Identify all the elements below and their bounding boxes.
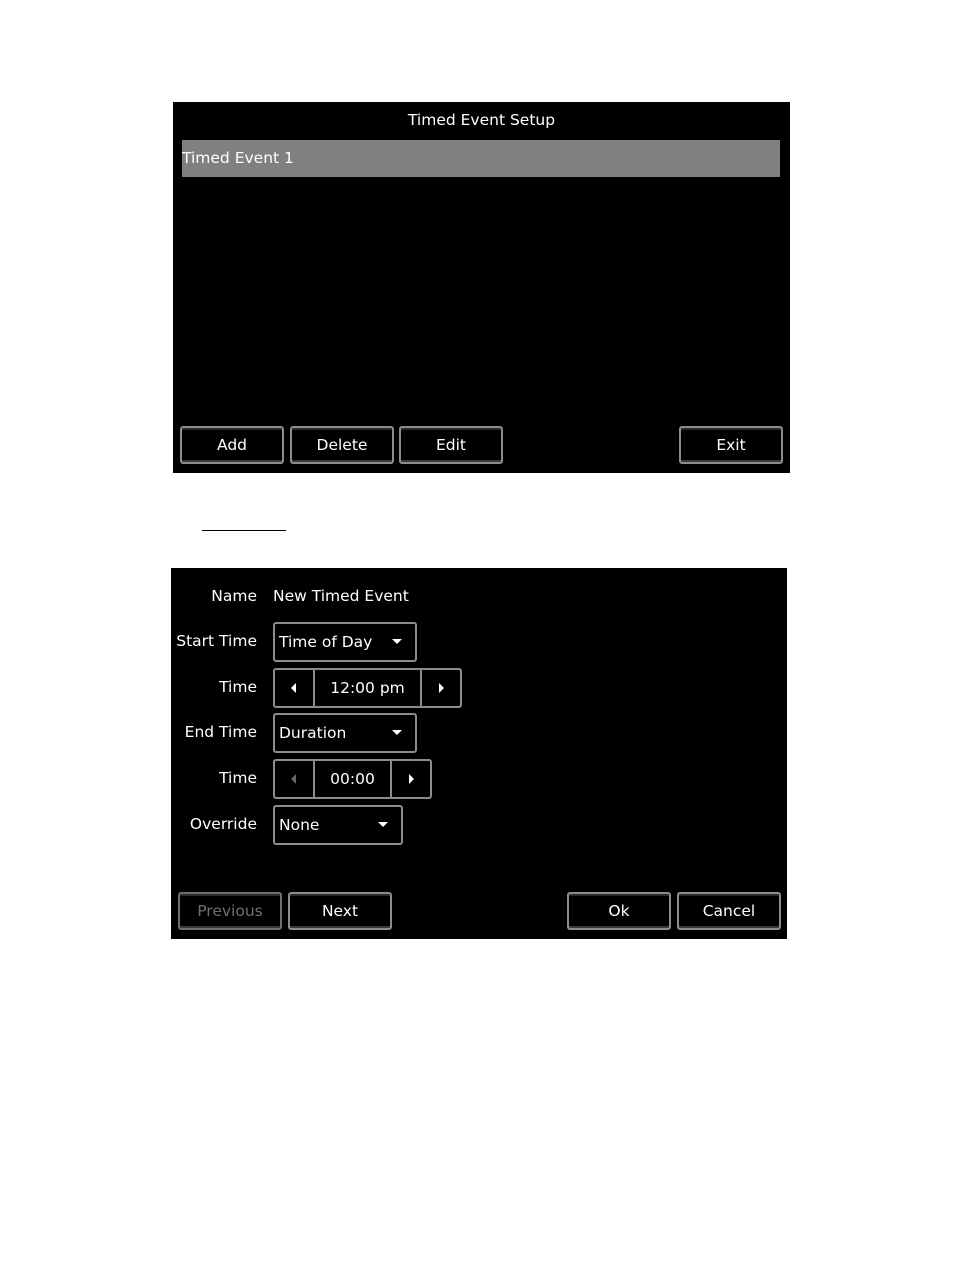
- delete-button[interactable]: Delete: [290, 426, 394, 464]
- add-button[interactable]: Add: [180, 426, 284, 464]
- edit-button[interactable]: Edit: [399, 426, 503, 464]
- ok-button[interactable]: Ok: [567, 892, 671, 930]
- timed-event-edit-screen: [171, 568, 787, 939]
- start-time-spinner: [273, 668, 462, 708]
- name-label: Name: [211, 587, 257, 605]
- arrow-right-icon: [409, 774, 414, 784]
- screen-title: Timed Event Setup: [407, 111, 556, 129]
- start-time-increment-button[interactable]: [420, 670, 460, 706]
- chevron-down-icon: [392, 639, 402, 644]
- override-dropdown[interactable]: [273, 805, 403, 845]
- chevron-down-icon: [392, 730, 402, 735]
- start-time-time-label: Time: [219, 678, 257, 696]
- start-time-spinner-value: 12:00 pm: [330, 679, 405, 697]
- end-time-label: End Time: [184, 723, 257, 741]
- previous-button[interactable]: Previous: [178, 892, 282, 930]
- start-time-label: Start Time: [176, 632, 257, 650]
- duration-increment-button[interactable]: [390, 761, 430, 797]
- override-dropdown-value: None: [279, 816, 320, 834]
- duration-spinner-value: 00:00: [330, 770, 375, 788]
- start-time-dropdown[interactable]: [273, 622, 417, 662]
- duration-spinner: [273, 759, 432, 799]
- duration-time-label: Time: [219, 769, 257, 787]
- arrow-right-icon: [439, 683, 444, 693]
- timed-event-setup-screen: [173, 102, 790, 473]
- name-value[interactable]: New Timed Event: [273, 587, 409, 605]
- end-time-dropdown-value: Duration: [279, 724, 347, 742]
- start-time-dropdown-value: Time of Day: [279, 633, 373, 651]
- chevron-down-icon: [378, 822, 388, 827]
- end-time-dropdown[interactable]: [273, 713, 417, 753]
- arrow-left-icon: [291, 774, 296, 784]
- exit-button[interactable]: Exit: [679, 426, 783, 464]
- override-label: Override: [189, 815, 257, 833]
- duration-decrement-button[interactable]: [275, 761, 315, 797]
- list-item-timed-event-1[interactable]: Timed Event 1: [182, 140, 780, 177]
- start-time-decrement-button[interactable]: [275, 670, 315, 706]
- underline-mark: [202, 530, 286, 531]
- next-button[interactable]: Next: [288, 892, 392, 930]
- arrow-left-icon: [291, 683, 296, 693]
- cancel-button[interactable]: Cancel: [677, 892, 781, 930]
